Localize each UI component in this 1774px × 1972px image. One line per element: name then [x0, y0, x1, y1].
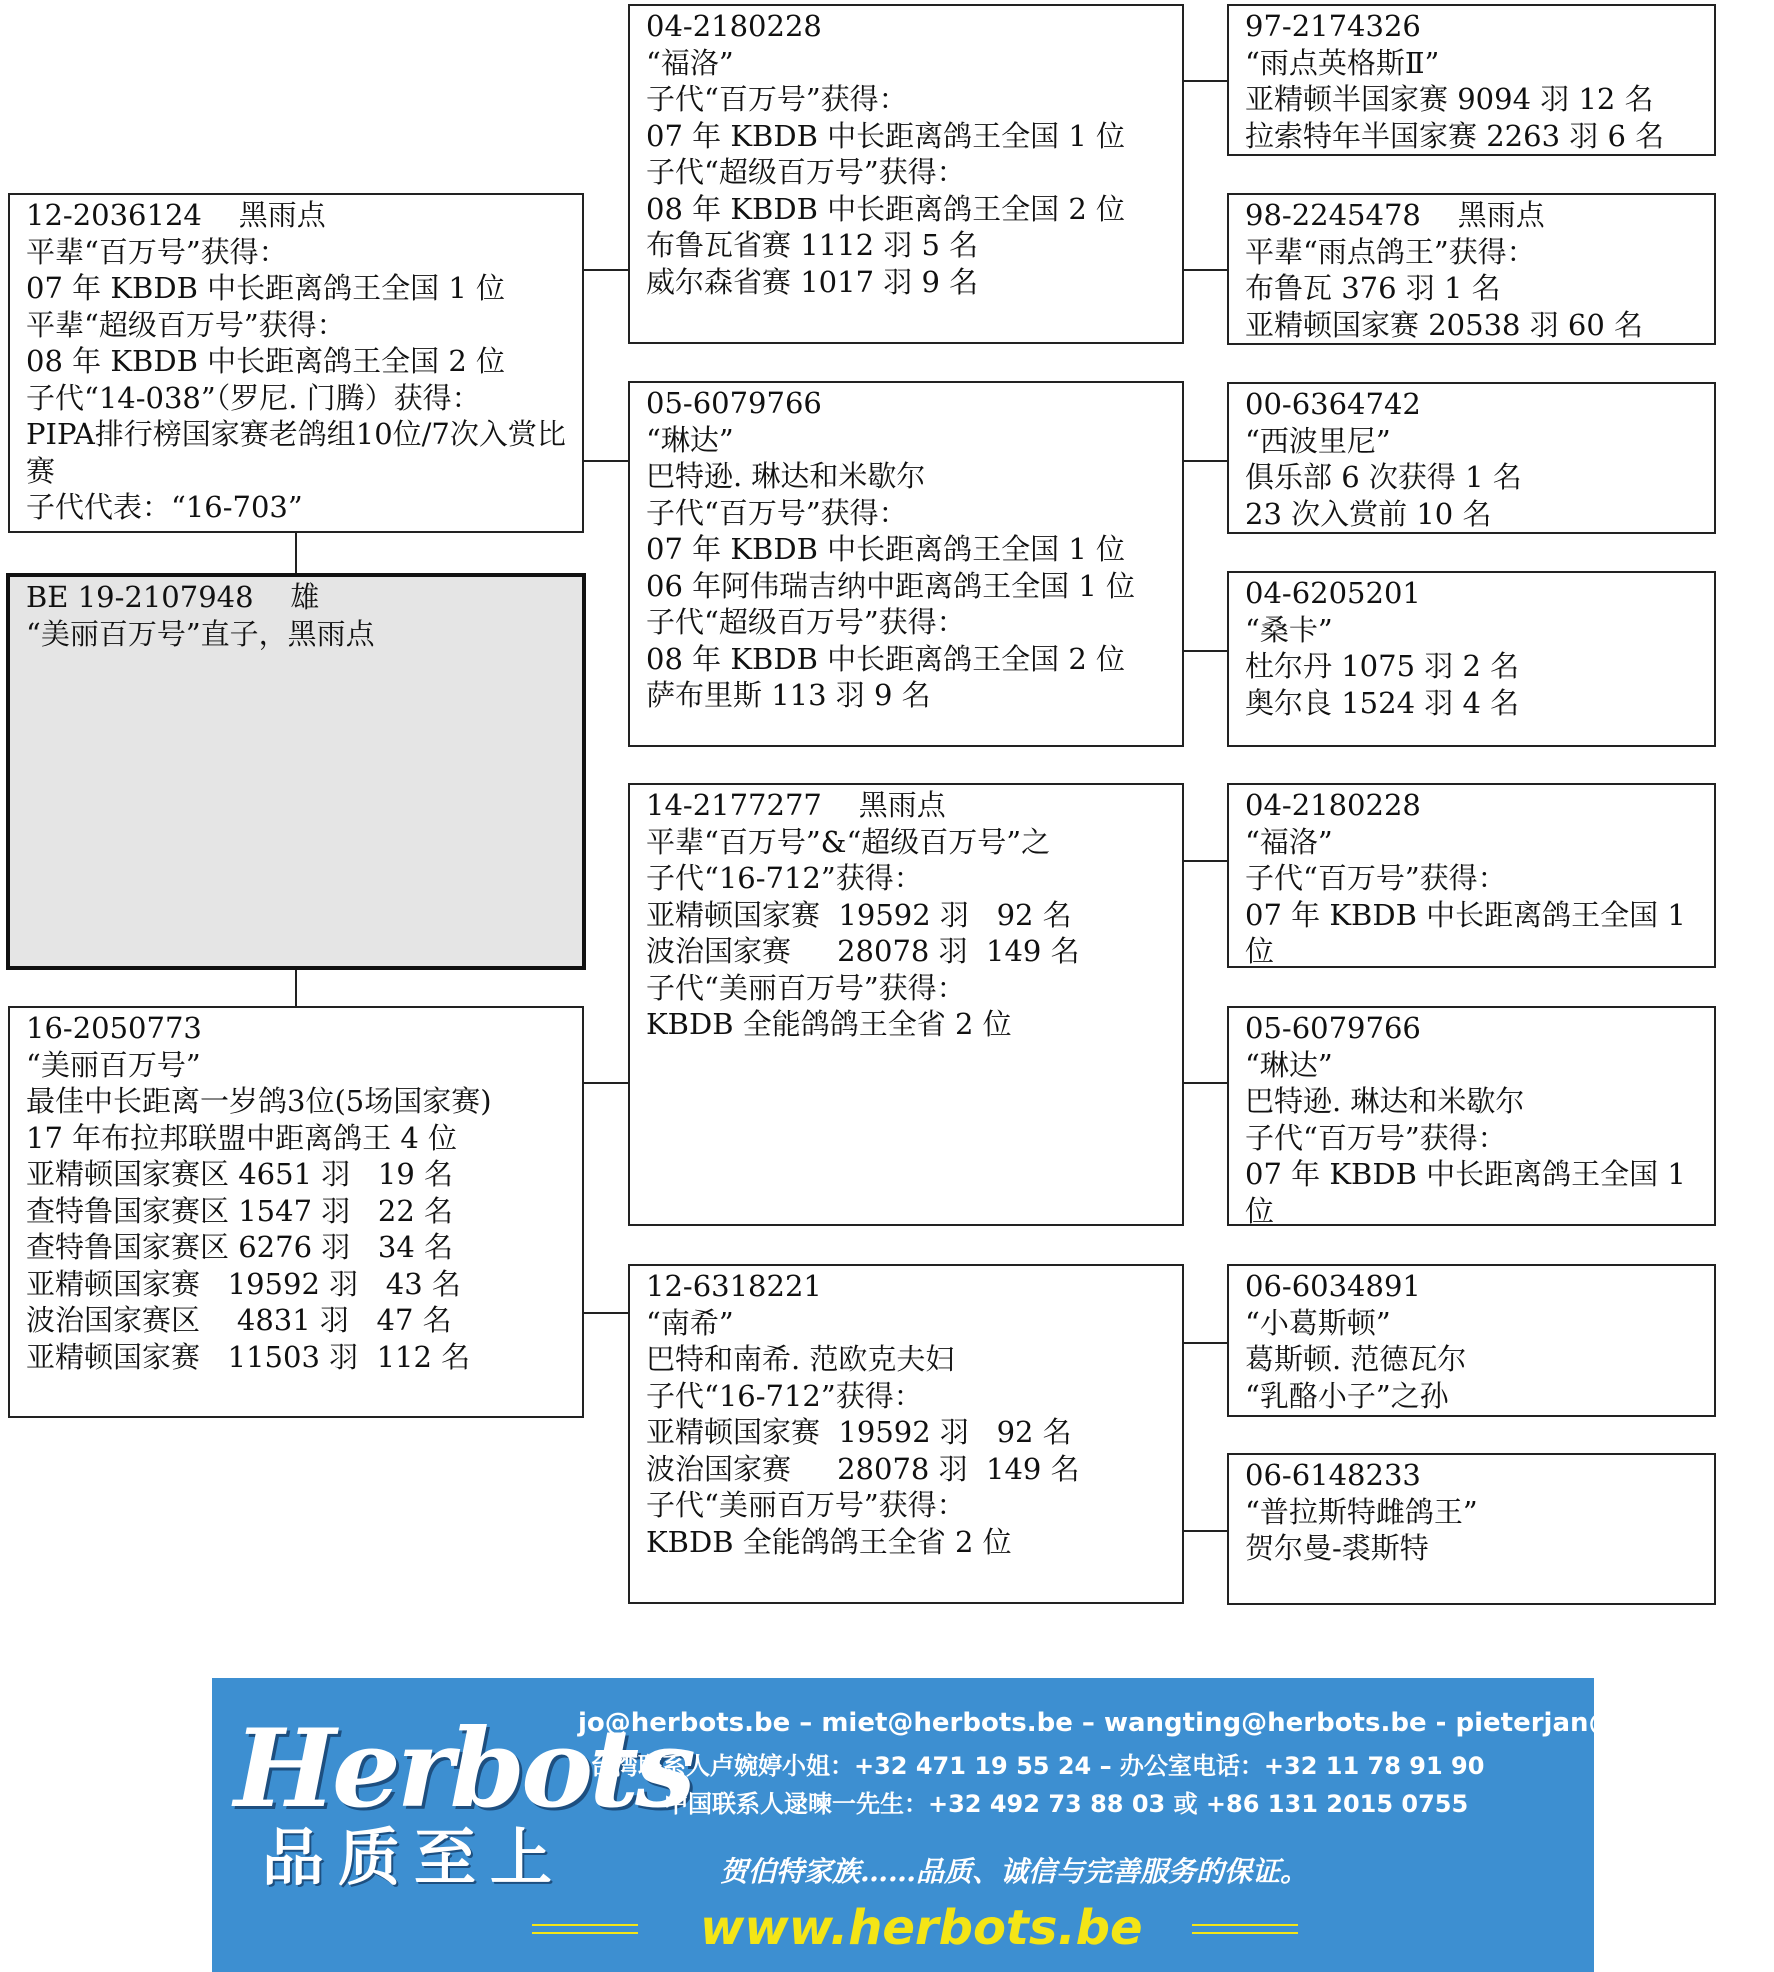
pedigree-line: “桑卡” [1245, 612, 1333, 647]
pedigree-line: 子代“超级百万号”获得： [646, 155, 966, 189]
ring-number: 04-2180228 [1245, 788, 1421, 822]
subject-box [6, 573, 586, 970]
pedigree-line: 布鲁瓦省赛 1112 羽 5 名 [646, 228, 979, 262]
pedigree-line: 子代“16-712”获得： [646, 861, 923, 895]
dam-sire-sire-box [1227, 783, 1716, 968]
pedigree-line: 查特鲁国家赛区 6276 羽 34 名 [26, 1230, 454, 1264]
ring-number: 05-6079766 [646, 386, 822, 420]
decor-bar [532, 1924, 638, 1926]
connector-dd-dds [1184, 1342, 1227, 1344]
sire-sire-box [628, 4, 1184, 344]
pedigree-line: KBDB 全能鸽鸽王全省 2 位 [646, 1007, 1012, 1041]
website-link[interactable]: www.herbots.be [700, 1900, 1143, 1956]
pedigree-line: 平辈“百万号”获得： [26, 234, 288, 269]
footer-banner [212, 1678, 1774, 1972]
pedigree-line: PIPA排行榜国家赛老鸽组10位/7次入赏比赛 [26, 417, 566, 488]
pedigree-line: 平辈“百万号”&“超级百万号”之 [646, 824, 1051, 859]
ring-number: 98-2245478 黑雨点 [1245, 198, 1545, 232]
pedigree-line: 贺尔曼-裘斯特 [1245, 1531, 1429, 1565]
connector-ds-dss [1184, 860, 1227, 862]
pedigree-line: 萨布里斯 113 羽 9 名 [646, 678, 931, 712]
ring-number: 04-6205201 [1245, 576, 1421, 610]
ring-number: 05-6079766 [1245, 1011, 1421, 1045]
decor-bar [1192, 1932, 1298, 1934]
pedigree-line: 亚精顿国家赛 11503 羽 112 名 [26, 1339, 471, 1374]
sire-dam-sire-box [1227, 382, 1716, 534]
taiwan-contact: 台湾联系人卢婉婷小姐：+32 471 19 55 24 – 办公室电话：+32 11 78 91 90 [590, 1752, 1485, 1780]
connector-subject-sire [295, 533, 297, 573]
dam-sire-dam-box [1227, 1006, 1716, 1226]
pedigree-line: 平辈“雨点鸽王”获得： [1245, 234, 1536, 269]
ring-number: 06-6148233 [1245, 1458, 1421, 1492]
pedigree-line: 最佳中长距离一岁鸽3位(5场国家赛) [26, 1084, 492, 1118]
sire-dam-box [628, 381, 1184, 747]
pedigree-line: 子代“14-038”（罗尼. 门腾）获得： [26, 380, 481, 415]
pedigree-line: “福洛” [1245, 824, 1333, 859]
china-contact: 中国联系人逯暕一先生：+32 492 73 88 03 或 +86 131 2015 0755 [664, 1790, 1469, 1818]
ring-number: 12-2036124 黑雨点 [26, 198, 326, 232]
pedigree-line: “雨点英格斯Ⅱ” [1245, 45, 1440, 80]
pedigree-line: 俱乐部 6 次获得 1 名 [1245, 460, 1522, 494]
connector-dam-dam [584, 1312, 628, 1314]
pedigree-line: 07 年 KBDB 中长距离鸽王全国 1 位 [646, 532, 1125, 566]
ring-number: BE 19-2107948 雄 [26, 580, 320, 614]
ring-number: 14-2177277 黑雨点 [646, 788, 946, 822]
ring-number: 00-6364742 [1245, 387, 1421, 421]
connector-ss-ssd [1184, 269, 1227, 271]
email-list: jo@herbots.be – miet@herbots.be – wangting@herbots.be - pieterjan@herbots.be [578, 1708, 1774, 1738]
pedigree-line: “小葛斯顿” [1245, 1305, 1391, 1340]
pedigree-line: 亚精顿半国家赛 9094 羽 12 名 [1245, 82, 1654, 116]
dam-dam-box [628, 1264, 1184, 1604]
pedigree-line: 07 年 KBDB 中长距离鸽王全国 1 位 [26, 271, 505, 305]
pedigree-line: 07 年 KBDB 中长距离鸽王全国 1 位 [1245, 1157, 1695, 1228]
pedigree-line: 亚精顿国家赛 19592 羽 92 名 [646, 1415, 1072, 1449]
slogan: 品质至上 [262, 1821, 567, 1894]
pedigree-line: 亚精顿国家赛 19592 羽 43 名 [26, 1266, 461, 1301]
connector-sire-dam [584, 460, 628, 462]
connector-subject-dam [295, 970, 297, 1006]
pedigree-line: 查特鲁国家赛区 1547 羽 22 名 [26, 1193, 454, 1228]
pedigree-line: 子代“百万号”获得： [1245, 1120, 1507, 1155]
sire-sire-dam-box [1227, 193, 1716, 345]
decor-bar [1192, 1924, 1298, 1926]
pedigree-line: “美丽百万号” [26, 1047, 201, 1082]
pedigree-line: “琳达” [1245, 1047, 1333, 1082]
pedigree-line: “乳酪小子”之孙 [1245, 1378, 1449, 1413]
pedigree-line: 平辈“超级百万号”获得： [26, 307, 346, 342]
pedigree-line: 08 年 KBDB 中长距离鸽王全国 2 位 [26, 344, 505, 378]
pedigree-line: 子代“百万号”获得： [646, 495, 908, 530]
connector-ds-dsd [1184, 1082, 1227, 1084]
pedigree-line: “福洛” [646, 45, 734, 80]
pedigree-line: 子代“百万号”获得： [1245, 861, 1507, 895]
ring-number: 16-2050773 [26, 1011, 202, 1045]
sire-sire-sire-box [1227, 4, 1716, 156]
pedigree-line: 亚精顿国家赛 19592 羽 92 名 [646, 897, 1072, 932]
pedigree-line: 07 年 KBDB 中长距离鸽王全国 1 位 [646, 118, 1125, 153]
pedigree-line: 亚精顿国家赛区 4651 羽 19 名 [26, 1157, 454, 1191]
pedigree-line: 巴特逊. 琳达和米歇尔 [1245, 1084, 1525, 1118]
pedigree-line: 拉索特年半国家赛 2263 羽 6 名 [1245, 118, 1665, 153]
pedigree-line: 08 年 KBDB 中长距离鸽王全国 2 位 [646, 641, 1125, 676]
sire-dam-dam-box [1227, 571, 1716, 747]
dam-box [8, 1006, 584, 1418]
pedigree-line: 波治国家赛 28078 羽 149 名 [646, 1451, 1080, 1486]
pedigree-line: 亚精顿国家赛 20538 羽 60 名 [1245, 307, 1644, 342]
dam-dam-sire-box [1227, 1264, 1716, 1417]
tagline: 贺伯特家族……品质、诚信与完善服务的保证。 [720, 1855, 1309, 1888]
ring-number: 04-2180228 [646, 9, 822, 43]
pedigree-line: 08 年 KBDB 中长距离鸽王全国 2 位 [646, 191, 1125, 226]
ring-number: 97-2174326 [1245, 9, 1421, 43]
sire-box [8, 193, 584, 533]
pedigree-line: 巴特和南希. 范欧克夫妇 [646, 1342, 955, 1376]
pedigree-line: 波治国家赛区 4831 羽 47 名 [26, 1303, 452, 1337]
pedigree-line: 子代“16-712”获得： [646, 1378, 923, 1413]
connector-sd-sdd [1184, 650, 1227, 652]
decor-bar [532, 1932, 638, 1934]
pedigree-line: “美丽百万号”直子，黑雨点 [26, 616, 375, 651]
connector-sire-sire [584, 269, 628, 271]
connector-ss-sss [1184, 80, 1227, 82]
pedigree-line: 威尔森省赛 1017 羽 9 名 [646, 264, 979, 299]
pedigree-line: KBDB 全能鸽鸽王全省 2 位 [646, 1524, 1012, 1559]
pedigree-line: “琳达” [646, 422, 734, 457]
pedigree-line: 子代“超级百万号”获得： [646, 605, 966, 639]
dam-dam-dam-box [1227, 1453, 1716, 1605]
pedigree-line: 子代“美丽百万号”获得： [646, 970, 966, 1005]
pedigree-line: 07 年 KBDB 中长距离鸽王全国 1 位 [1245, 897, 1695, 968]
pedigree-line: 06 年阿伟瑞吉纳中距离鸽王全国 1 位 [646, 568, 1136, 603]
ring-number: 06-6034891 [1245, 1269, 1421, 1303]
pedigree-line: “普拉斯特雌鸽王” [1245, 1494, 1478, 1529]
pedigree-line: 杜尔丹 1075 羽 2 名 [1245, 649, 1520, 683]
connector-sd-sds [1184, 460, 1227, 462]
pedigree-line: 波治国家赛 28078 羽 149 名 [646, 934, 1080, 968]
pedigree-line: 子代“美丽百万号”获得： [646, 1488, 966, 1522]
pedigree-line: 子代“百万号”获得： [646, 82, 908, 116]
pedigree-line: 奥尔良 1524 羽 4 名 [1245, 685, 1520, 720]
pedigree-line: 23 次入赏前 10 名 [1245, 496, 1492, 531]
pedigree-line: “西波里尼” [1245, 423, 1391, 458]
pedigree-line: 布鲁瓦 376 羽 1 名 [1245, 271, 1501, 305]
herbots-logo: Herbots [234, 1706, 692, 1832]
pedigree-line: 子代代表：“16-703” [26, 490, 303, 524]
ring-number: 12-6318221 [646, 1269, 822, 1303]
pedigree-line: 巴特逊. 琳达和米歇尔 [646, 459, 926, 493]
pedigree-line: “南希” [646, 1305, 734, 1340]
connector-dd-ddd [1184, 1530, 1227, 1532]
pedigree-line: 葛斯顿. 范德瓦尔 [1245, 1342, 1467, 1376]
connector-dam-sire [584, 1082, 628, 1084]
dam-sire-box [628, 783, 1184, 1226]
pedigree-line: 17 年布拉邦联盟中距离鸽王 4 位 [26, 1120, 458, 1155]
